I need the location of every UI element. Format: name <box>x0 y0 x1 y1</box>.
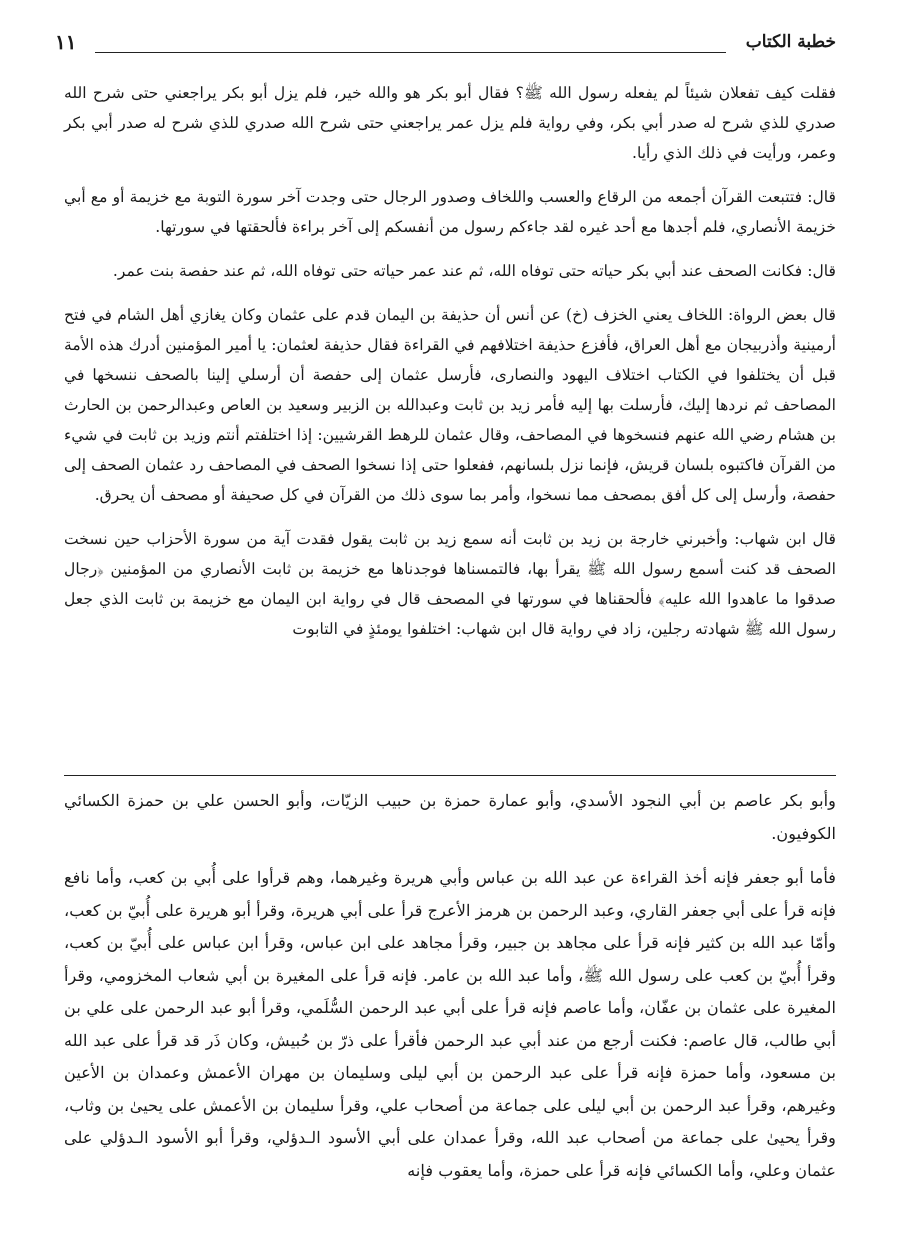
footnote-divider <box>64 775 836 776</box>
footnote-text <box>64 785 836 1199</box>
page-header <box>55 30 836 70</box>
paragraph: قال: فكانت الصحف عند أبي بكر حياته حتى توفاه الله، ثم عند عمر حياته حتى توفاه الله، ثم عند حفصة بنت عمر. <box>112 262 836 280</box>
footnote-paragraph: فأما أبو جعفر فإنه أخذ القراءة عن عبد الله بن عباس وأبي هريرة وغيرهما، وهم قرأوا على أُبي بن كعب، وأما نافع فإنه قرأ على أبي جعفر القاري، وعبد الرحمن بن هرمز الأعرج قرأ على أبي هريرة، وقرأ أبو هريرة على أُبيّ بن كعب، وأمّا عبد الله بن كثير فإنه قرأ على مجاهد بن جبير، وقرأ مجاهد على ابن عباس، وقرأ ابن عباس على أُبيّ بن كعب، وقرأ أُبيّ بن كعب على رسول الله ﷺ، وأما عبد الله بن عامر. فإنه قرأ على المغيرة بن أبي شعاب المخزومي، وقرأ المغيرة على عثمان بن عفّان، وأما عاصم فإنه قرأ على أبي عبد الرحمن السُّلَمي، وقرأ أبو عبد الرحمن على علي بن أبي طالب، قال عاصم: فكنت أرجع من عند أبي عبد الرحمن فأقرأ على ذرّ بن حُبيش، وكان ذَر قد قرأ على عبد الله بن مسعود، وأما حمزة فإنه قرأ على عبد الرحمن بن أبي ليلى وسليمان بن مهران الأعمش وعمدان بن الأعين وغيرهم، وقرأ عبد الرحمن بن أبي ليلى على جماعة من أصحاب علي، وقرأ سليمان بن الأعمش على يحيىٰ بن وثاب، وقرأ يحيىٰ على جماعة من أصحاب عبد الله، وقرأ عمدان على أبي الأسود الـدؤلي، وقرأ أبو الأسود الـدؤلي على عثمان وعلي، وأما الكسائي فإنه قرأ على حمزة، وأما يعقوب فإنه <box>64 868 837 1180</box>
footnote-paragraph: وأبو بكر عاصم بن أبي النجود الأسدي، وأبو عمارة حمزة بن حبيب الزيّات، وأبو الحسن علي بن حمزة الكسائي الكوفيون. <box>64 791 836 843</box>
page-number: ١١ <box>55 30 77 54</box>
paragraph: قال: فتتبعت القرآن أجمعه من الرقاع والعسب واللخاف وصدور الرجال حتى وجدت آخر سورة التوبة مع خزيمة أو مع أبي خزيمة الأنصاري، فلم أجدها مع أحد غيره لقد جاءكم رسول من أنفسكم إلى آخر براءة فألحقتها في سورتها. <box>64 188 836 236</box>
header-rule <box>95 52 726 53</box>
paragraph: فقلت كيف تفعلان شيئاً لم يفعله رسول الله ﷺ؟ فقال أبو بكر هو والله خير، فلم يزل أبو بكر يراجعني حتى شرح الله صدري للذي شرح له صدر أبي بكر، وفي رواية فلم يزل عمر يراجعني حتى شرح الله صدري للذي شرح له صدر أبي بكر وعمر، ورأيت في ذلك الذي رأيا. <box>64 84 836 162</box>
main-text <box>64 78 836 658</box>
paragraph: قال ابن شهاب: وأخبرني خارجة بن زيد بن ثابت أنه سمع زيد بن ثابت يقول فقدت آية من سورة الأحزاب حين نسخت الصحف قد كنت أسمع رسول الله ﷺ يقرأ بها، فالتمسناها فوجدناها مع خزيمة بن ثابت الأنصاري من المؤمنين ﴿رجال صدقوا ما عاهدوا الله عليه﴾ فألحقناها في سورتها في المصحف قال في رواية ابن اليمان مع خزيمة بن ثابت الذي جعل رسول الله ﷺ شهادته رجلين، زاد في رواية قال ابن شهاب: اختلفوا يومئذٍ في التابوت <box>64 530 836 638</box>
paragraph: قال بعض الرواة: اللخاف يعني الخزف (خ) عن أنس أن حذيفة بن اليمان قدم على عثمان وكان يغازي أهل الشام في فتح أرمينية وأذربيجان مع أهل العراق، فأفزع حذيفة اختلافهم في القراءة فقال حذيفة لعثمان: يا أمير المؤمنين أدرك هذه الأمة قبل أن يختلفوا في الكتاب اختلاف اليهود والنصارى، فأرسل عثمان إلى حفصة أن أرسلي إلينا بالصحف ننسخها في المصاحف ثم نردها إليك، فأرسلت بها إليه فأمر زيد بن ثابت وعبدالله بن الزبير وسعيد بن العاص وعبدالرحمن بن الحارث بن هشام رضي الله عنهم فنسخوها في المصاحف، وقال عثمان للرهط القرشيين: إذا اختلفتم أنتم وزيد بن ثابت في شيء من القرآن فاكتبوه بلسان قريش، فإنما نزل بلسانهم، ففعلوا حتى إذا نسخوا الصحف في المصاحف رد عثمان الصحف إلى حفصة، وأرسل إلى كل أفق بمصحف مما نسخوا، وأمر بما سوى ذلك من القرآن في كل صحيفة أو مصحف أن يحرق. <box>64 306 836 504</box>
running-title: خطبة الكتاب <box>745 32 836 52</box>
